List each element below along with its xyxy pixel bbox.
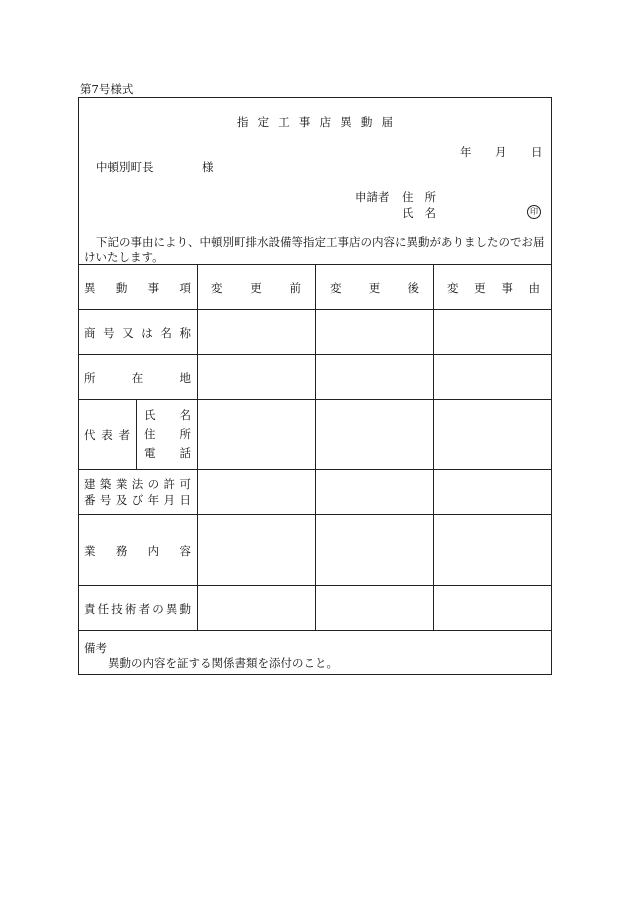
row-engineer-text <box>84 601 191 617</box>
row-location-text <box>84 370 191 386</box>
row-location-char: 所 <box>84 371 96 385</box>
row-license-line2-char: 号 <box>99 493 112 507</box>
form-title-char: 事 <box>298 115 311 129</box>
form-title-text <box>237 114 393 130</box>
row-representative-text <box>84 427 130 443</box>
row-engineer <box>84 601 191 617</box>
header-item-char: 項 <box>179 281 191 295</box>
row-trade-name-text <box>84 325 191 341</box>
row-trade-name-char: 商 <box>84 326 96 340</box>
header-after-char: 変 <box>330 281 342 295</box>
row-rep-name-char: 名 <box>179 408 191 422</box>
header-reason-char: 事 <box>501 281 513 295</box>
seal-mark-icon: 印 <box>527 205 541 219</box>
row-license-line1-char: 可 <box>179 477 191 491</box>
applicant-address-label <box>402 189 436 205</box>
form-title-char: 指 <box>237 115 249 129</box>
row-engineer-char: 動 <box>179 602 191 616</box>
statement-text: 下記の事由により、中頓別町排水設備等指定工事店の内容に異動がありましたのでお届けいたします。 <box>84 235 545 264</box>
header-before-char: 更 <box>250 281 262 295</box>
row-representative-char: 表 <box>101 428 113 442</box>
row-license-line2-char: び <box>131 493 144 507</box>
header-item-char: 事 <box>147 281 160 295</box>
row-rep-name <box>144 407 191 423</box>
header-reason-char: 由 <box>528 281 540 295</box>
form-title-char: 工 <box>278 115 290 129</box>
row-rep-phone-char: 話 <box>179 446 191 460</box>
applicant-name-label <box>402 205 436 221</box>
row-engineer-char: 異 <box>165 602 178 616</box>
form-title-char: 異 <box>340 115 352 129</box>
row-representative-char: 者 <box>118 428 130 442</box>
row-location-char: 地 <box>179 371 191 385</box>
addressee-honorific: 様 <box>202 160 214 174</box>
row-license-line1-char: 業 <box>115 477 128 491</box>
row-engineer-char: の <box>152 602 164 616</box>
applicant-address-label-char: 住 <box>402 190 414 204</box>
form-title-char: 動 <box>360 115 373 129</box>
remarks-note: 異動の内容を証する関係書類を添付のこと。 <box>108 656 338 670</box>
form-title-char: 届 <box>381 115 393 129</box>
form-title-char: 店 <box>319 115 332 129</box>
row-license-line2-char: 日 <box>179 493 191 507</box>
header-after-text <box>330 280 419 296</box>
row-business-text <box>84 543 191 559</box>
row-rep-address <box>144 426 191 442</box>
header-before-char: 前 <box>289 281 301 295</box>
row-license-line1-char: の <box>147 477 160 491</box>
header-after-char: 後 <box>407 281 419 295</box>
row-location-char: 在 <box>131 371 144 385</box>
form-title-char: 定 <box>257 115 270 129</box>
date-month-label: 月 <box>495 145 507 159</box>
row-license-line2 <box>84 492 191 508</box>
remarks-label: 備考 <box>84 641 107 655</box>
header-reason-text <box>447 280 540 296</box>
row-license-line2-char: 年 <box>147 493 160 507</box>
row-engineer-char: 者 <box>138 602 151 616</box>
header-item-char: 異 <box>84 281 96 295</box>
table-bottom-border <box>78 630 552 631</box>
row-license-line1-char: 建 <box>84 477 96 491</box>
applicant-name-label-char: 氏 <box>402 206 414 220</box>
row-license-line2-char: 番 <box>84 493 96 507</box>
applicant-address-label-char: 所 <box>424 190 436 204</box>
header-before <box>211 280 301 296</box>
header-item-char: 動 <box>115 281 128 295</box>
row-trade-name <box>84 325 191 341</box>
row-license-line1-char: 築 <box>99 477 112 491</box>
row-trade-name-char: 名 <box>160 326 172 340</box>
row-rep-phone-char: 電 <box>144 446 156 460</box>
row-business-char: 内 <box>147 544 160 558</box>
row-license-line2-char: 月 <box>163 493 176 507</box>
row-license-line2-char: 及 <box>115 493 128 507</box>
row-engineer-char: 術 <box>124 602 137 616</box>
row-license-line2-text <box>84 492 191 508</box>
header-reason <box>447 280 540 296</box>
row-license-line1-char: 法 <box>131 477 144 491</box>
row-trade-name-char: 称 <box>179 326 191 340</box>
applicant-name-label-char: 名 <box>424 206 436 220</box>
header-reason-char: 更 <box>474 281 486 295</box>
row-rep-name-text <box>144 407 191 423</box>
row-engineer-char: 責 <box>84 602 96 616</box>
row-engineer-char: 任 <box>97 602 110 616</box>
row-representative-char: 代 <box>84 428 96 442</box>
applicant-address-label-text <box>402 189 436 205</box>
representative-sub-divider <box>136 399 137 469</box>
header-after <box>330 280 419 296</box>
addressee-name: 中頓別町長 <box>96 160 154 174</box>
row-license-line1-text <box>84 476 191 492</box>
row-business-char: 業 <box>84 544 96 558</box>
row-rep-address-char: 住 <box>144 427 156 441</box>
header-reason-char: 変 <box>447 281 459 295</box>
row-trade-name-char: 号 <box>103 326 115 340</box>
form-title <box>237 114 393 130</box>
date-day-label: 日 <box>531 145 543 159</box>
row-rep-phone <box>144 445 191 461</box>
header-after-char: 更 <box>368 281 381 295</box>
row-rep-name-char: 氏 <box>144 408 156 422</box>
date-year-label: 年 <box>460 145 472 159</box>
applicant-name-label-text <box>402 205 436 221</box>
row-trade-name-char: 又 <box>122 326 134 340</box>
column-divider <box>433 264 434 630</box>
column-divider <box>197 264 198 630</box>
row-rep-address-text <box>144 426 191 442</box>
row-rep-address-char: 所 <box>179 427 191 441</box>
applicant-label: 申請者 <box>355 190 390 204</box>
row-rep-phone-text <box>144 445 191 461</box>
row-trade-name-char: は <box>141 326 153 340</box>
row-business-char: 務 <box>115 544 128 558</box>
column-divider <box>315 264 316 630</box>
header-item <box>84 280 191 296</box>
row-location <box>84 370 191 386</box>
row-license-line1-char: 許 <box>163 477 176 491</box>
header-item-text <box>84 280 191 296</box>
row-business <box>84 543 191 559</box>
form-number: 第7号様式 <box>80 82 134 96</box>
row-business-char: 容 <box>179 544 191 558</box>
header-before-char: 変 <box>211 281 223 295</box>
row-license-line1 <box>84 476 191 492</box>
row-engineer-char: 技 <box>111 602 123 616</box>
header-before-text <box>211 280 301 296</box>
row-representative <box>84 427 130 443</box>
